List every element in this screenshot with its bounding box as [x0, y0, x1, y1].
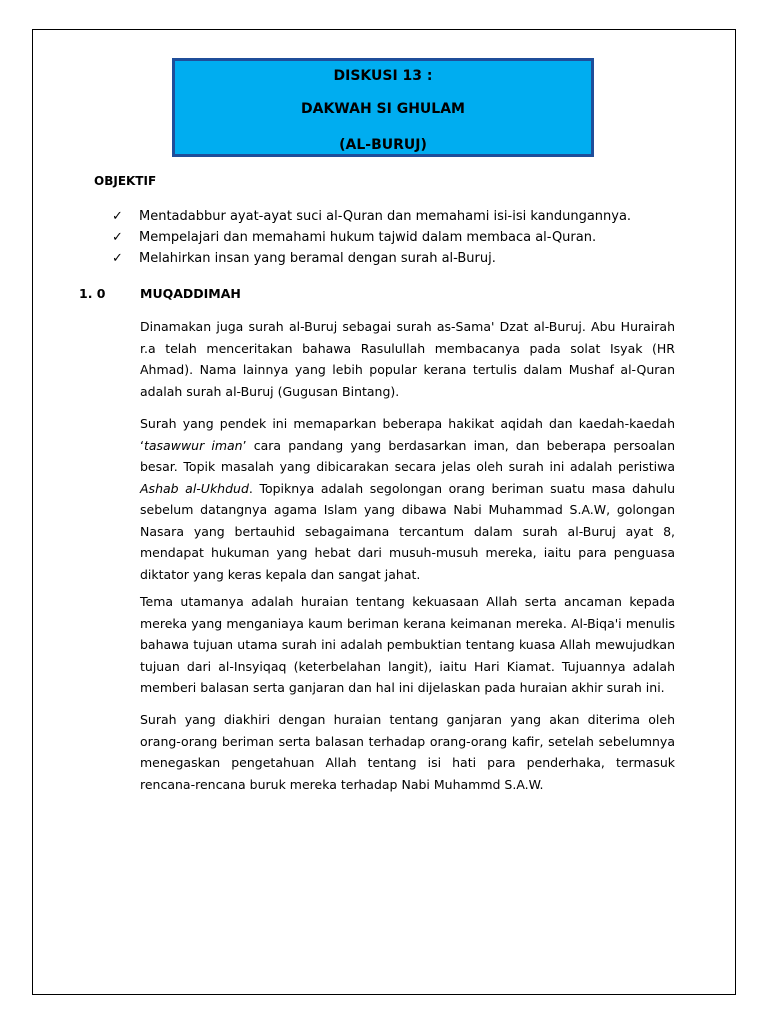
list-item	[112, 206, 712, 227]
paragraph-3: Tema utamanya adalah huraian tentang kekuasaan Allah serta ancaman kepada mereka yang menganiaya kaum beriman kerana keimanan mereka. Al-Biqa'i menulis bahawa tujuan utama surah ini adalah pembuktian tentang kuasa Allah mewujudkan tujuan dari al-Insyiqaq (keterbelahan langit), iaitu Hari Kiamat. Tujuannya adalah memberi balasan serta ganjaran dan hal ini dijelaskan pada huraian akhir surah ini.	[140, 594, 675, 695]
section-number: 1. 0	[79, 286, 106, 301]
list-item	[112, 248, 712, 269]
paragraph-2	[140, 413, 675, 585]
check-mark-icon: ✓	[112, 251, 123, 266]
title-line-3: (AL-BURUJ)	[339, 137, 427, 153]
title-line-1: DISKUSI 13 :	[333, 68, 433, 84]
objective-text: Mentadabbur ayat-ayat suci al-Quran dan memahami isi-isi kandungannya.	[139, 209, 632, 224]
paragraph-4: Surah yang diakhiri dengan huraian tentang ganjaran yang akan diterima oleh orang-orang beriman serta balasan terhadap orang-orang kafir, setelah sebelumnya menegaskan pengetahuan Allah tentang isi hati para penderhaka, termasuk rencana-rencana buruk mereka terhadap Nabi Muhammd S.A.W.	[140, 712, 675, 792]
paragraph-2-text-c: . Topiknya adalah segolongan orang beriman suatu masa dahulu sebelum datangnya agama Islam yang dibawa Nabi Muhammad S.A.W, golongan Nasara yang bertauhid sebagaimana tercantum dalam surah al-Buruj ayat 8, mendapat hukuman yang hebat dari musuh-musuh mereka, iaitu para penguasa diktator yang keras kepala dan sangat jahat.	[140, 480, 675, 582]
paragraph-2-italic-event: Ashab al-Ukhdud	[140, 480, 249, 496]
paragraph-1: Dinamakan juga surah al-Buruj sebagai surah as-Sama' Dzat al-Buruj. Abu Hurairah r.a telah menceritakan bahawa Rasulullah membacanya pada solat Isyak (HR Ahmad). Nama lainnya yang lebih popular kerana tertulis dalam Mushaf al-Quran adalah surah al-Buruj (Gugusan Bintang).	[140, 319, 675, 399]
objektif-heading: OBJEKTIF	[94, 174, 157, 188]
title-line-2: DAKWAH SI GHULAM	[301, 101, 465, 117]
check-mark-icon: ✓	[112, 230, 123, 245]
paragraph-2-text-b: ’ cara pandang yang berdasarkan iman, dan beberapa persoalan besar. Topik masalah yang dibicarakan secara jelas oleh surah ini adalah peristiwa	[140, 437, 676, 474]
objective-text: Melahirkan insan yang beramal dengan surah al-Buruj.	[139, 251, 496, 266]
list-item	[112, 227, 712, 248]
section-title: MUQADDIMAH	[140, 286, 241, 301]
paragraph-2-text-a: Surah yang pendek ini memaparkan beberapa hakikat aqidah dan kaedah-kaedah ‘	[140, 416, 675, 453]
title-box	[172, 58, 594, 157]
check-mark-icon: ✓	[112, 209, 123, 224]
objective-list	[112, 206, 712, 269]
objective-text: Mempelajari dan memahami hukum tajwid dalam membaca al-Quran.	[139, 230, 597, 245]
paragraph-2-italic-term: tasawwur iman	[143, 437, 243, 453]
